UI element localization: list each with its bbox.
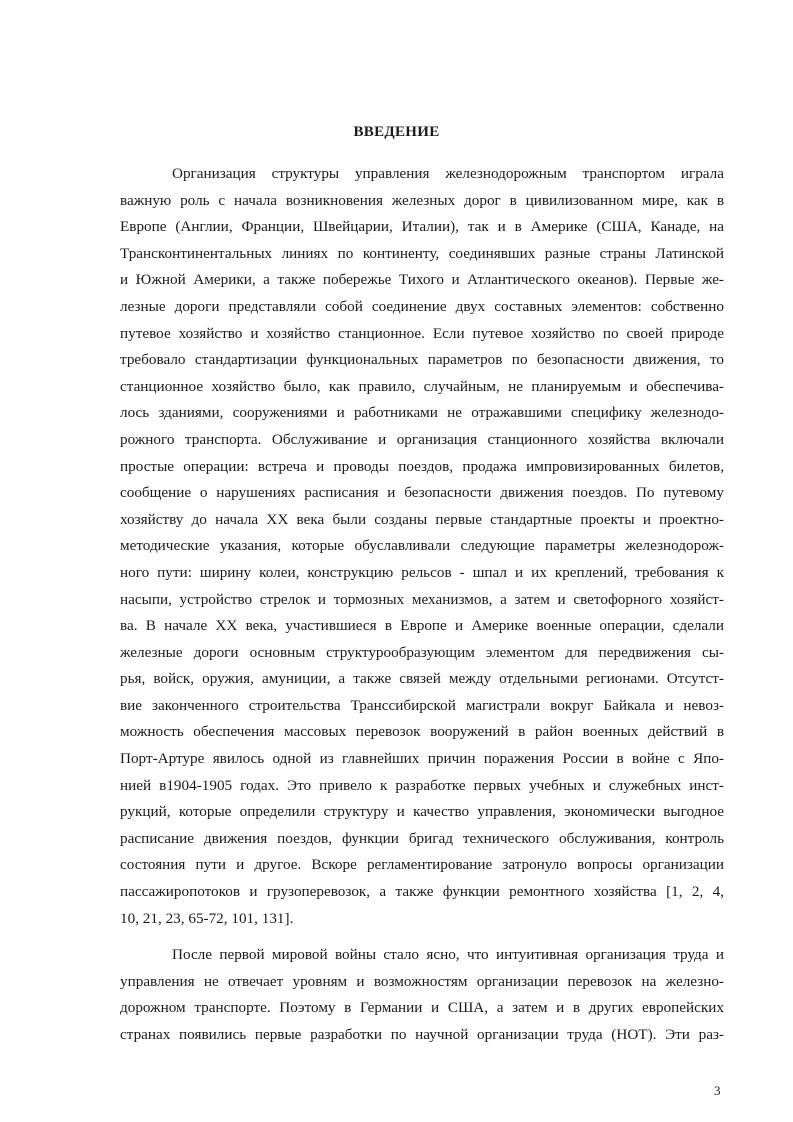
paragraph-1 [120, 161, 724, 932]
text-line: вие законченного строительства Транссибирской магистрали вокруг Байкала и невоз- [120, 696, 724, 714]
text-line: можность обеспечения массовых перевозок вооружений в район военных действий в [120, 723, 724, 741]
body-text [120, 161, 724, 1049]
text-line: рукций, которые определили структуру и качество управления, экономически выгодное [120, 803, 724, 821]
page-title: ВВЕДЕНИЕ [353, 124, 440, 140]
text-line: Трансконтинентальных линиях по континенту, соединявших разные страны Латинской [120, 244, 724, 262]
text-line: лезные дороги представляли собой соединение двух составных элементов: собственно [120, 297, 724, 315]
text-line: Европе (Англии, Франции, Швейцарии, Италии), так и в Америке (США, Канаде, на [120, 218, 724, 236]
text-line: методические указания, которые обуславливали следующие параметры железнодорож- [120, 537, 724, 555]
text-line: 10, 21, 23, 65-72, 101, 131]. [120, 909, 294, 927]
text-line: и Южной Америки, а также побережье Тихого и Атлантического океанов). Первые же- [120, 271, 724, 289]
paragraph-spacer [120, 932, 724, 942]
text-line: нией в1904-1905 годах. Это привело к разработке первых учебных и служебных инст- [120, 776, 724, 794]
page-number: 3 [714, 1083, 721, 1098]
text-line: пассажиропотоков и грузоперевозок, а также функции ремонтного хозяйства [1, 2, 4, [120, 883, 724, 901]
text-line: сообщение о нарушениях расписания и безопасности движения поездов. По путевому [120, 484, 724, 502]
text-line: простые операции: встреча и проводы поездов, продажа импровизированных билетов, [120, 457, 724, 475]
text-line: станционное хозяйство было, как правило, случайным, не планируемым и обеспечива- [120, 377, 724, 395]
text-line: После первой мировой войны стало ясно, что интуитивная организация труда и [172, 946, 724, 964]
text-line: состояния пути и другое. Вскоре регламентирование затронуло вопросы организации [120, 856, 724, 874]
text-line: железные дороги основным структурообразующим элементом для передвижения сы- [120, 643, 724, 661]
text-line: странах появились первые разработки по научной организации труда (НОТ). Эти раз- [120, 1026, 724, 1043]
text-line: ного пути: ширину колеи, конструкцию рельсов - шпал и их креплений, требования к [120, 563, 724, 581]
text-line: расписание движения поездов, функции бригад технического обслуживания, контроль [120, 829, 724, 847]
text-line: путевое хозяйство и хозяйство станционное. Если путевое хозяйство по своей природе [120, 324, 724, 342]
text-line: лось зданиями, сооружениями и работниками не отражавшими специфику железнодо- [120, 404, 724, 422]
text-line: хозяйству до начала XX века были созданы первые стандартные проекты и проектно- [120, 510, 724, 528]
text-line: насыпи, устройство стрелок и тормозных механизмов, а затем и светофорного хозяйст- [120, 590, 724, 608]
text-line: требовало стандартизации функциональных параметров по безопасности движения, то [120, 351, 724, 369]
text-line: управления не отвечает уровням и возможностям организации перевозок на железно- [120, 972, 724, 990]
text-line: ва. В начале XX века, участившиеся в Европе и Америке военные операции, сделали [120, 617, 724, 635]
text-line: Порт-Артуре явилось одной из главнейших причин поражения России в войне с Япо- [120, 750, 724, 768]
text-line: рья, войск, оружия, амуниции, а также связей между отдельными регионами. Отсутст- [120, 670, 724, 688]
text-line: Организация структуры управления железнодорожным транспортом играла [172, 165, 724, 182]
paragraph-2 [120, 942, 724, 1048]
text-line: важную роль с начала возникновения железных дорог в цивилизованном мире, как в [120, 191, 724, 209]
text-line: дорожном транспорте. Поэтому в Германии и США, а затем и в других европейских [120, 999, 724, 1017]
text-line: рожного транспорта. Обслуживание и организация станционного хозяйства включали [120, 430, 724, 448]
